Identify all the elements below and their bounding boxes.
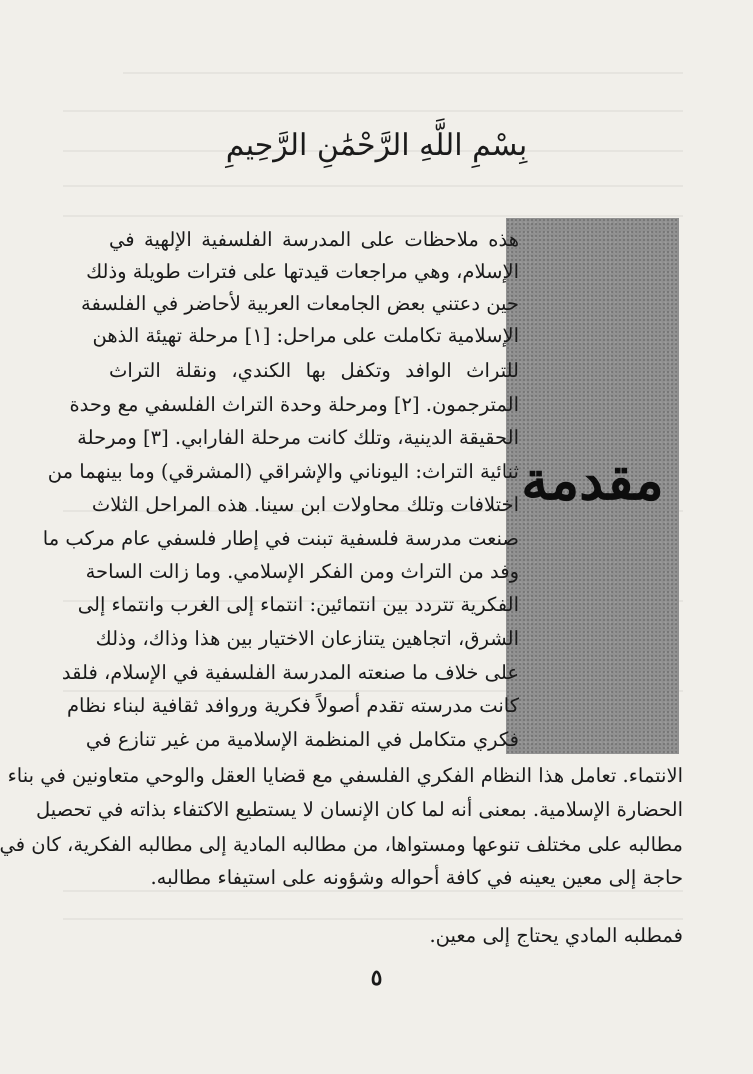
chapter-title-panel bbox=[506, 218, 679, 754]
text-line: الانتماء. تعامل هذا النظام الفكري الفلسفي مع قضايا العقل والوحي متعاونين في بناء bbox=[7, 764, 683, 787]
text-line: فمطلبه المادي يحتاج إلى معين. bbox=[429, 924, 683, 947]
text-line: الفكرية تتردد بين انتمائين: انتماء إلى الغرب وانتماء إلى bbox=[77, 593, 519, 616]
text-line: للتراث الوافد وتكفل بها الكندي، ونقلة التراث bbox=[109, 359, 519, 382]
text-line: المترجمون. [٢] ومرحلة وحدة التراث الفلسفي مع وحدة bbox=[69, 393, 519, 416]
chapter-title: مقدمة bbox=[521, 448, 664, 512]
text-line: صنعت مدرسة فلسفية تبنت في إطار فلسفي عام مركب ما bbox=[42, 527, 519, 550]
text-line: ثنائية التراث: اليوناني والإشراقي (المشرقي) وما بينهما من bbox=[47, 460, 519, 483]
text-line: هذه ملاحظات على المدرسة الفلسفية الإلهية في bbox=[109, 228, 519, 251]
text-line: اختلافات وتلك محاولات ابن سينا. هذه المراحل الثلاث bbox=[91, 493, 519, 516]
text-line: حين دعتني بعض الجامعات العربية لأحاضر في الفلسفة bbox=[81, 292, 519, 315]
text-line: وفد من التراث ومن الفكر الإسلامي. وما زالت الساحة bbox=[85, 560, 519, 583]
text-line: كانت مدرسته تقدم أصولاً فكرية وروافد ثقافية لبناء نظام bbox=[66, 694, 519, 717]
text-line: الحقيقة الدينية، وتلك كانت مرحلة الفارابي. [٣] ومرحلة bbox=[77, 426, 519, 449]
text-line: الحضارة الإسلامية. بمعنى أنه لما كان الإنسان لا يستطيع الاكتفاء بذاته في تحصيل bbox=[35, 798, 683, 821]
basmala-heading: بِسْمِ اللَّهِ الرَّحْمَٰنِ الرَّحِيمِ bbox=[225, 128, 528, 163]
page-number: ٥ bbox=[370, 965, 383, 991]
text-line: على خلاف ما صنعته المدرسة الفلسفية في الإسلام، فلقد bbox=[61, 661, 519, 684]
text-line: الإسلام، وهي مراجعات قيدتها على فترات طويلة وذلك bbox=[86, 260, 519, 283]
text-line: الشرق، اتجاهين يتنازعان الاختيار بين هذا وذاك، وذلك bbox=[95, 627, 519, 650]
text-line: مطالبه على مختلف تنوعها ومستواها، من مطالبه المادية إلى مطالبه الفكرية، كان في bbox=[0, 833, 683, 856]
text-line: حاجة إلى معين يعينه في كافة أحواله وشؤونه على استيفاء مطالبه. bbox=[150, 866, 683, 889]
text-line: الإسلامية تكاملت على مراحل: [١] مرحلة تهيئة الذهن bbox=[92, 324, 519, 347]
text-line: فكري متكامل في المنظمة الإسلامية من غير تنازع في bbox=[85, 728, 519, 751]
